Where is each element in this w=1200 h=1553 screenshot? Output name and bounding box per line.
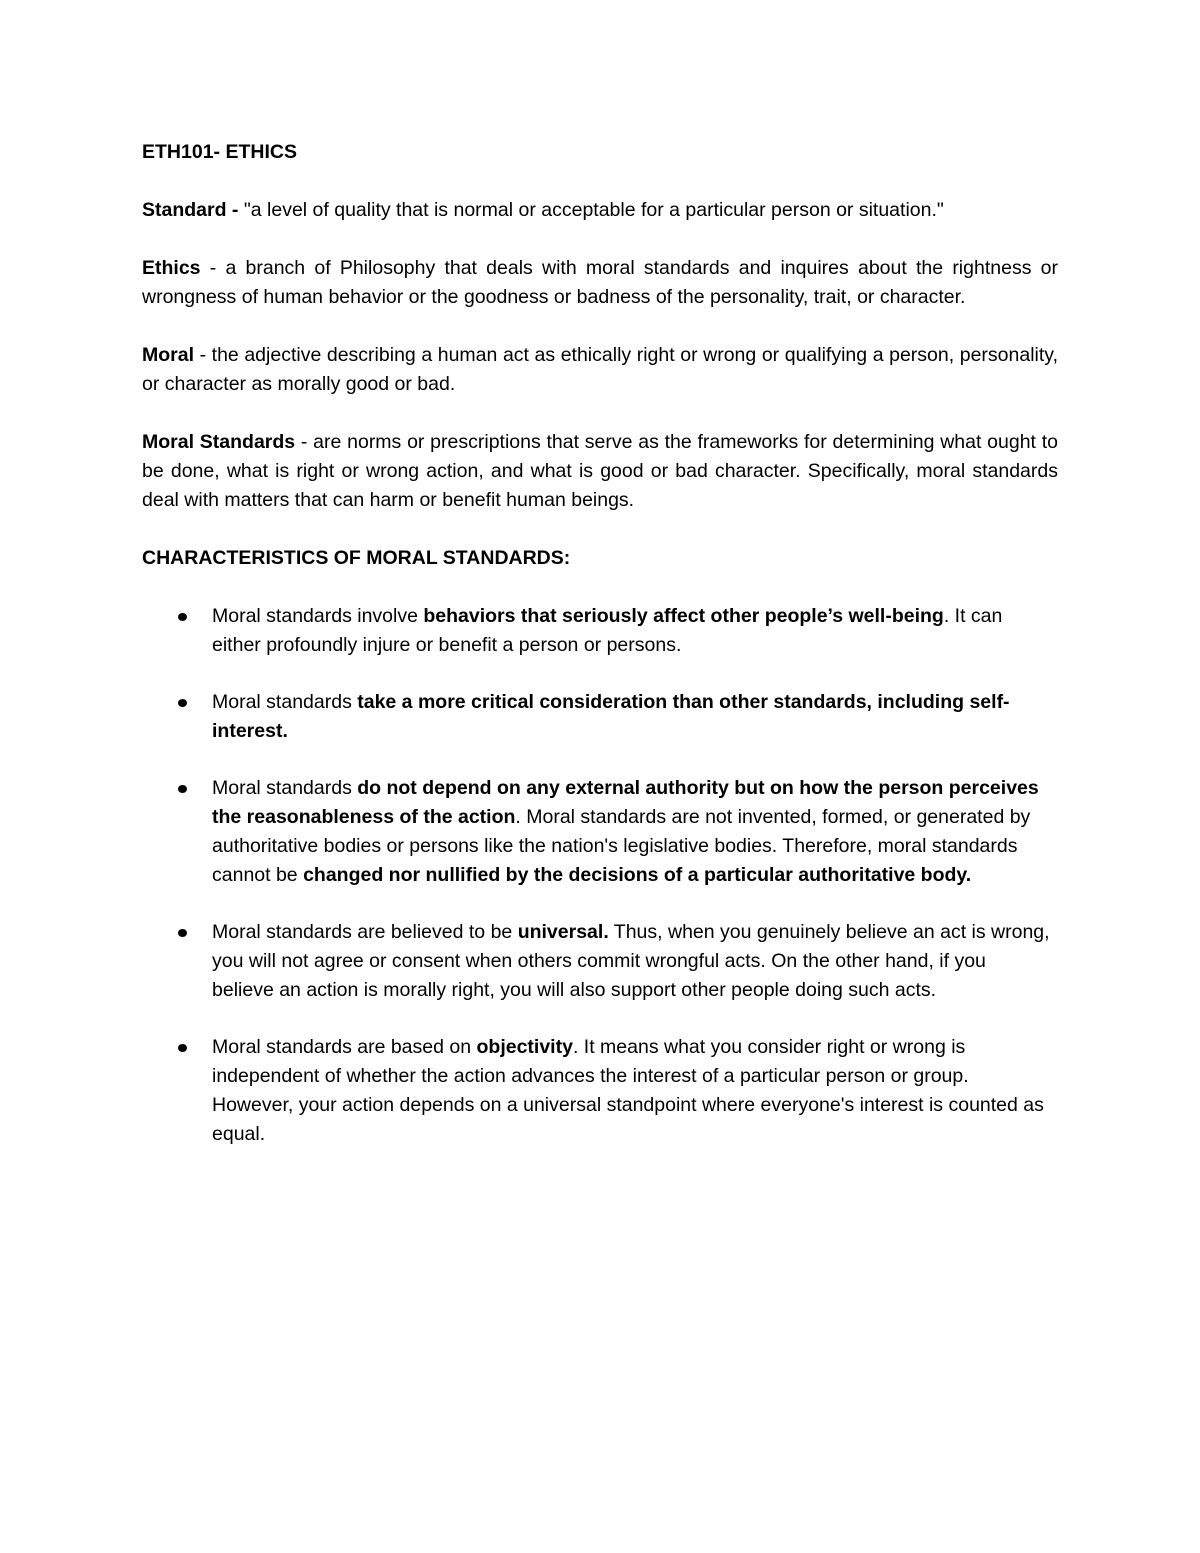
list-item xyxy=(142,774,1052,890)
characteristics-heading: CHARACTERISTICS OF MORAL STANDARDS: xyxy=(142,547,571,569)
bullet-icon xyxy=(178,929,187,937)
item-text: Moral standards xyxy=(212,777,358,799)
definition-standard xyxy=(142,196,1058,225)
list-item xyxy=(142,688,1052,746)
definition-term: Standard - xyxy=(142,199,239,221)
definition-moral xyxy=(142,341,1058,399)
item-emphasis: universal. xyxy=(517,921,609,943)
document-title: ETH101- ETHICS xyxy=(142,141,297,163)
definition-text: - the adjective describing a human act as ethically right or wrong or qualifying a person, personality, or character as morally good or bad. xyxy=(142,344,1058,395)
list-item xyxy=(142,602,1052,660)
document-page xyxy=(142,138,1058,1177)
item-emphasis: objectivity xyxy=(476,1036,573,1058)
bullet-icon xyxy=(178,785,187,793)
definition-text: "a level of quality that is normal or acceptable for a particular person or situation." xyxy=(238,199,944,221)
characteristics-list xyxy=(142,602,1058,1149)
definition-moral-standards xyxy=(142,428,1058,515)
list-item xyxy=(142,918,1052,1005)
item-text: . It can either profoundly injure or benefit a person or persons. xyxy=(212,605,1003,656)
item-text: Moral standards are based on xyxy=(212,1036,477,1058)
item-text: Thus, when you genuinely believe an act is wrong, you will not agree or consent when others commit wrongful acts. On the other hand, if you believe an action is morally right, you will also support other people doing such acts. xyxy=(212,921,1050,1001)
definition-term: Moral xyxy=(142,344,195,366)
item-text: Moral standards involve xyxy=(212,605,424,627)
bullet-icon xyxy=(178,699,187,707)
item-emphasis: do not depend on any external authority but on how the person perceives the reasonableness of the action xyxy=(212,777,1039,828)
item-text: Moral standards are believed to be xyxy=(212,921,518,943)
item-emphasis: behaviors that seriously affect other people’s well-being xyxy=(423,605,944,627)
definition-term: Ethics xyxy=(142,257,201,279)
item-emphasis: changed nor nullified by the decisions of a particular authoritative body. xyxy=(303,864,972,886)
definition-text: - are norms or prescriptions that serve as the frameworks for determining what ought to be done, what is right or wrong action, and what is good or bad character. Specifically, moral standards deal with matters that can harm or benefit human beings. xyxy=(142,431,1058,511)
definition-ethics xyxy=(142,254,1058,312)
item-text: . It means what you consider right or wrong is independent of whether the action advances the interest of a particular person or group. However, your action depends on a universal standpoint where everyone's interest is counted as equal. xyxy=(212,1036,1044,1145)
item-text: . Moral standards are not invented, formed, or generated by authoritative bodies or persons like the nation's legislative bodies. Therefore, moral standards cannot be xyxy=(212,806,1031,886)
list-item xyxy=(142,1033,1052,1149)
definition-term: Moral Standards xyxy=(142,431,296,453)
bullet-icon xyxy=(178,1044,187,1052)
item-emphasis: take a more critical consideration than other standards, including self-interest. xyxy=(212,691,1010,742)
definition-text: - a branch of Philosophy that deals with moral standards and inquires about the rightness or wrongness of human behavior or the goodness or badness of the personality, trait, or character. xyxy=(142,257,1058,308)
bullet-icon xyxy=(178,613,187,621)
item-text: Moral standards xyxy=(212,691,358,713)
